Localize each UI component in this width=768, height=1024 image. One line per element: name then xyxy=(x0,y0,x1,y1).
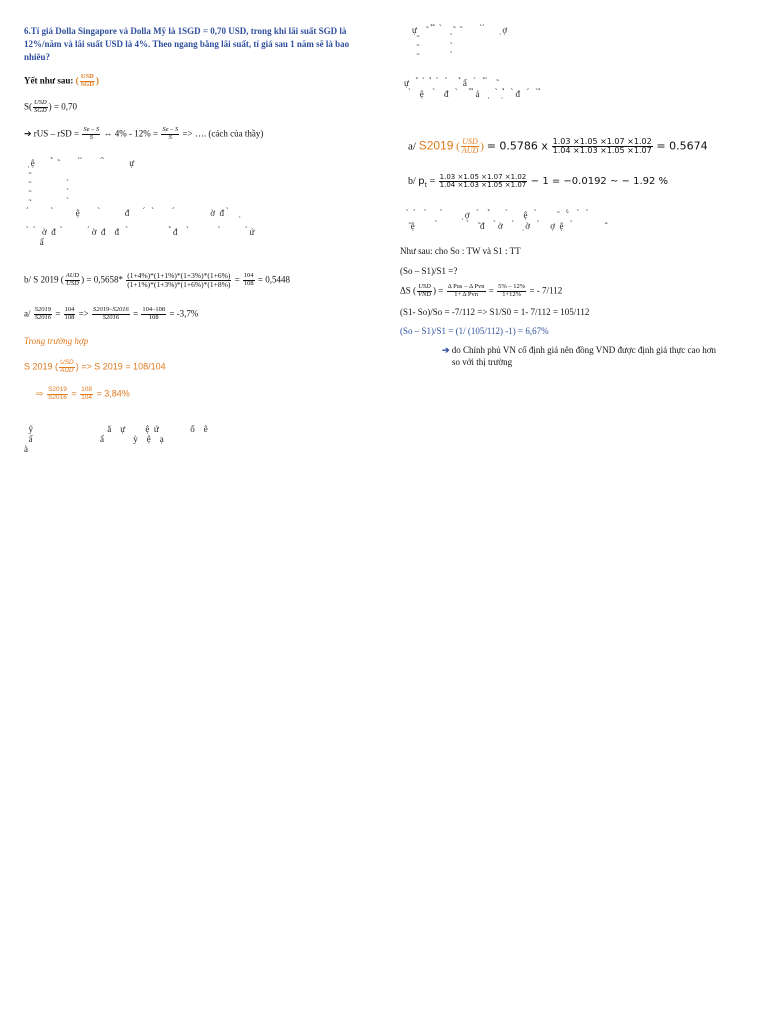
yet-label: Yết như sau: xyxy=(24,75,74,86)
percent-change-line: ⇨ $\frac{S2019}{S2016}$ = $\frac{108}{104}$ = 3,84% xyxy=(36,386,130,401)
question-line-3: nhiêu? xyxy=(24,52,51,62)
garbled-text-2: ̃ ̃ ̀ ̃ ̀ ̃ ̀ xyxy=(26,171,69,208)
s-rate-line: S( $\frac{\text{USD}}{\text{SGD}}$ ) = 0,70 xyxy=(24,99,77,114)
note-line-1: ➔ do Chính phủ VN cố định giá nên đồng VND được định giá thực cao hơn xyxy=(442,345,716,355)
garbled-right-top2: ự ̉ ̀ ̉ ́ ́ ̉ ẩ ̀ ̉ ́ ̃ ̀ ệ ̀ đ ̀ ̉ ̉ ả ̣ ̀ ̣ ̉ ̀ đ ́ ̀ ̉ xyxy=(404,78,541,99)
b-inflation-line: b/ $p_t$ = $\frac{1.03 \times 1.05 \times 1.07 \times 1.02}{1.04 \times 1.03 \times 1.05 \times 1.07}$ − 1 = −0.0192 ~ − 1.92 % xyxy=(408,173,669,190)
a-aud-line: a/ S2019 ( $\frac{\text{USD}}{\text{AUD}}$ ) = 0.5786 x $\frac{1.03 \times 1.05 \times 1.07 \times 1.02}{1.04 \times 1.03 \times 1.05 \times 1.07}$ = 0.5674 xyxy=(408,137,708,156)
b-exchange-line: b/ S 2019 ( $\frac{\text{AUD}}{\text{USD}}$ ) = 0,5658* $\frac{(1+4\%)*(1+1\%)*(1+3\%)*(1+6\%)}{(1+1\%)*(1+3\%)*(1+6\%)*(1+8\%)}$ = $\frac{104}{108}$ = 0,5448 xyxy=(24,271,290,289)
usd-sgd-fraction: $\frac{\text{USD}}{\text{SGD}}$ xyxy=(80,73,95,88)
nhu-sau-line: Như sau: cho So : TW và S1 : TT xyxy=(400,246,521,256)
a-change-line: a/ $\frac{S2019}{S2016}$ = $\frac{104}{108}$ => $\frac{S2019-S2016}{S2016}$ = $\frac{104-108}{108}$ = -3,7% xyxy=(24,306,199,321)
garbled-right-top: ự ̃ ̉ ̉ ̀ ̃ ̃ ̀ ́ ̣ ợ ̃ ̀ ̃ ̀ ̃ ̀ xyxy=(412,25,508,62)
garbled-text-5: ỹ ă ự ệ ứ ổ ê ấ ấ ỳ ệ ạ à xyxy=(24,424,208,454)
question-line-1: 6.Tỉ giá Dolla Singapore và Dolla Mỹ là 1SGD = 0,70 USD, trong khi lãi suất SGD là xyxy=(24,26,347,36)
garbled-text-3: ́ ̀ ệ ̀ đ ́ ̀ ́ ờ đ ̀ ̣ xyxy=(24,208,240,218)
arrow-icon: ➔ xyxy=(442,345,450,355)
delta-s-line: ΔS ( $\frac{\text{USD}}{\text{VND}}$ ) = $\frac{\text{Δ Pus – Δ Pvn}}{\text{1+ Δ Pvn}}$ = $\frac{5\% - 12\%}{1+12\%}$ = - 7/112 xyxy=(400,283,563,298)
case-title: Trong trường hợp xyxy=(24,336,89,346)
interest-parity-formula: ➔ rUS – rSD = $\frac{Se - S}{S}$ ⇔ 4% - 12% = $\frac{Se - S}{S}$ => …. (cách của thầy) xyxy=(24,126,264,141)
garbled-right-mid: ̀ ́ ̀ ̀ ̣ ợ ́ ̉ ̀ ệ ̀ ̃ ̃ ́ ̀ ̀ ̃ ệ ̀ ̀ ̃ đ ̀ ờ ̀ ̣ ờ ́ ợ ệ ̀ ̂ xyxy=(406,210,607,231)
s2019-line: S 2019 ( $\frac{\text{USD}}{\text{AUD}}$ ) => S 2019 = 108/104 xyxy=(24,359,166,374)
question-line-2: 12%/năm và lãi suất USD là 4%. Theo ngang bằng lãi suất, tỉ giá sau 1 năm sẽ là bao xyxy=(24,39,350,49)
s1-so-line: (S1- So)/So = -7/112 => S1/S0 = 1- 7/112 = 105/112 xyxy=(400,307,590,317)
ratio-question-line: (So – S1)/S1 =? xyxy=(400,266,458,276)
yet-line: Yết như sau: ( $\frac{\text{USD}}{\text{SGD}}$ ) xyxy=(24,73,100,88)
note-line-2: so với thị trường xyxy=(452,357,513,367)
garbled-text-1: ̣ ệ ̉ ̃ ́ ́ ́ ̀ ự xyxy=(24,158,135,168)
garbled-text-4: ̀ ́ ờ đ ̀ ́ ờ đ đ ̀ ̉ đ ̀ ̀ ́ ứ ấ xyxy=(26,227,255,247)
result-line: (So – S1)/S1 = (1/ (105/112) -1) = 6,67% xyxy=(400,326,549,336)
